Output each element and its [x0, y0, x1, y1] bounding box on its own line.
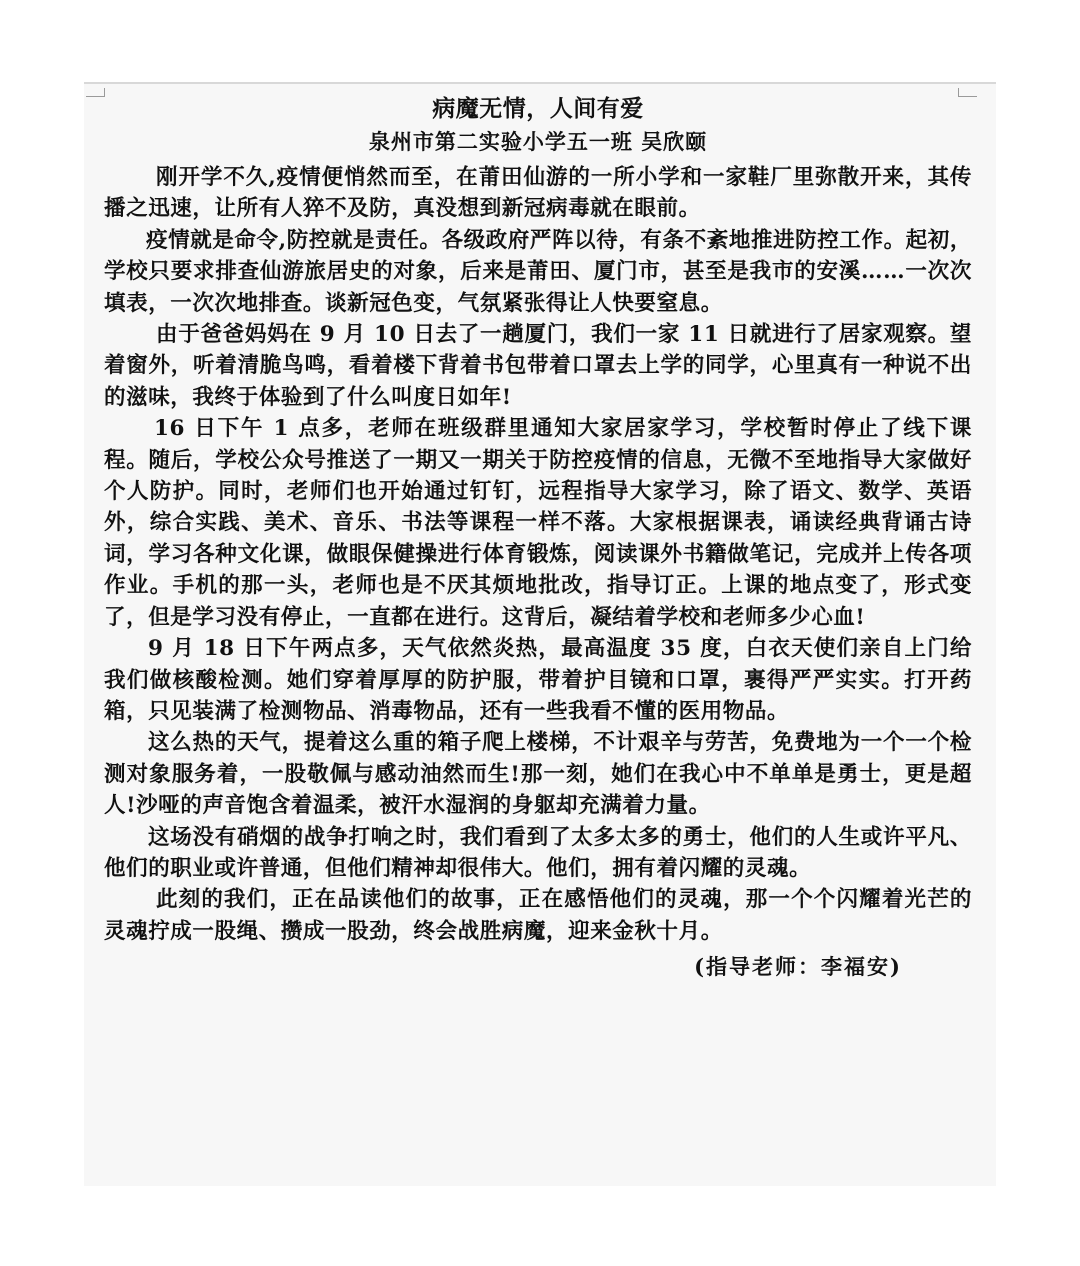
paragraph-3: 由于爸爸妈妈在 9 月 10 日去了一趟厦门，我们一家 11 日就进行了居家观察。望着窗外，听着清脆鸟鸣，看着楼下背着书包带着口罩去上学的同学，心里真有一种说不出的滋味，我终于体验到了什么叫度日如年! — [104, 322, 972, 410]
document-title: 病魔无情，人间有爱 — [432, 95, 644, 122]
page-top-edge — [84, 82, 996, 84]
author-byline: 泉州市第二实验小学五一班 吴欣颐 — [368, 129, 708, 154]
paragraph-5: 9 月 18 日下午两点多，天气依然炎热，最高温度 35 度，白衣天使们亲自上门给我们做核酸检测。她们穿着厚厚的防护服，带着护目镜和口罩，裹得严严实实。打开药箱，只见装满了检测物品、消毒物品，还有一些我看不懂的医用物品。 — [104, 636, 972, 724]
paragraph-7: 这场没有硝烟的战争打响之时，我们看到了太多太多的勇士，他们的人生或许平凡、他们的职业或许普通，但他们精神却很伟大。他们，拥有着闪耀的灵魂。 — [104, 824, 972, 881]
paragraph-2: 疫情就是命令,防控就是责任。各级政府严阵以待，有条不紊地推进防控工作。起初，学校只要求排查仙游旅居史的对象，后来是莆田、厦门市，甚至是我市的安溪……一次次填表，一次次地排查。谈新冠色变，气氛紧张得让人快要窒息。 — [104, 227, 972, 316]
paragraph-4: 16 日下午 1 点多，老师在班级群里通知大家居家学习，学校暂时停止了线下课程。随后，学校公众号推送了一期又一期关于防控疫情的信息，无微不至地指导大家做好个人防护。同时，老师们也开始通过钉钉，远程指导大家学习，除了语文、数学、英语外，综合实践、美术、音乐、书法等课程一样不落。大家根据课表，诵读经典背诵古诗词，学习各种文化课，做眼保健操进行体育锻炼，阅读课外书籍做笔记，完成并上传各项作业。手机的那一头，老师也是不厌其烦地批改，指导订正。上课的地点变了，形式变了，但是学习没有停止，一直都在进行。这背后，凝结着学校和老师多少心血! — [104, 416, 972, 630]
margin-corner-mark-left — [86, 88, 105, 97]
paragraph-8: 此刻的我们，正在品读他们的故事，正在感悟他们的灵魂，那一个个闪耀着光芒的灵魂拧成一股绳、攒成一股劲，终会战胜病魔，迎来金秋十月。 — [104, 887, 972, 944]
paragraph-1: 刚开学不久,疫情便悄然而至，在莆田仙游的一所小学和一家鞋厂里弥散开来，其传播之迅速，让所有人猝不及防，真没想到新冠病毒就在眼前。 — [104, 165, 972, 222]
document-body — [104, 92, 972, 983]
advisor-signature: (指导老师：李福安) — [694, 954, 902, 980]
paragraph-6: 这么热的天气，提着这么重的箱子爬上楼梯，不计艰辛与劳苦，免费地为一个一个检测对象服务着，一股敬佩与感动油然而生!那一刻，她们在我心中不单单是勇士，更是超人!沙哑的声音饱含着温柔，被汗水湿润的身躯却充满着力量。 — [104, 730, 972, 819]
